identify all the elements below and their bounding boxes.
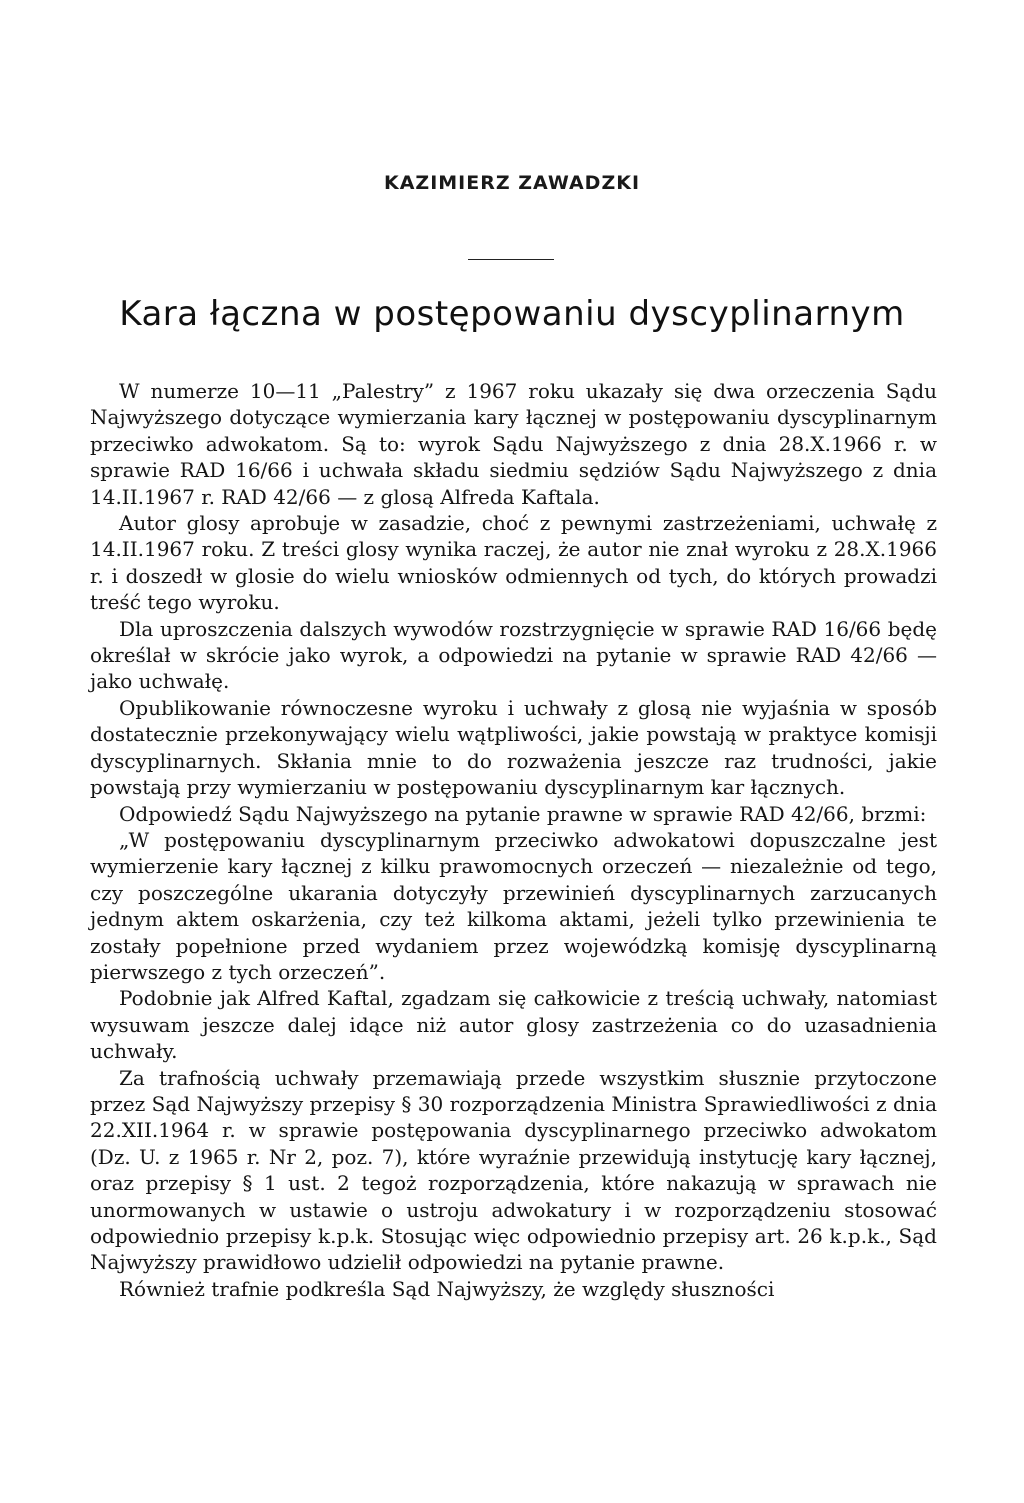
paragraph: Opublikowanie równoczesne wyroku i uchwały z glosą nie wyjaśnia w sposób dostatecznie przekonywający wielu wątpliwości, jakie powstają w praktyce komisji dyscyplinarnych. Skłania mnie to do rozważenia jeszcze raz trudności, jakie powstają przy wymierzaniu w postępowaniu dyscyplinarnym kar łącznych. (90, 695, 937, 800)
paragraph: Autor glosy aprobuje w zasadzie, choć z pewnymi zastrzeżeniami, uchwałę z 14.II.1967 roku. Z treści glosy wynika raczej, że autor nie znał wyroku z 28.X.1966 r. i doszedł w glosie do wielu wniosków odmiennych od tych, do których prowadzi treść tego wyroku. (90, 511, 937, 615)
quoted-resolution: „W postępowaniu dyscyplinarnym przeciwko adwokatowi dopuszczalne jest wymierzenie kary łącznej z kilku prawomocnych orzeczeń — niezależnie od tego, czy poszczególne ukarania dotyczyły przewinień dyscyplinarnych zarzucanych jednym aktem oskarżenia, czy też kilkoma aktami, jeżeli tylko przewinienia te zostały popełnione przed wydaniem przez wojewódzką komisję dyscyplinarną pierwszego z tych orzeczeń”. (90, 827, 937, 984)
title-divider (468, 259, 554, 260)
paragraph: Odpowiedź Sądu Najwyższego na pytanie prawne w sprawie RAD 42/66, brzmi: (119, 801, 927, 826)
author-name: KAZIMIERZ ZAWADZKI (383, 172, 641, 194)
paragraph: Również trafnie podkreśla Sąd Najwyższy, że względy słuszności (119, 1276, 775, 1301)
paragraph: W numerze 10—11 „Palestry” z 1967 roku ukazały się dwa orzeczenia Sądu Najwyższego dotyczące wymierzania kary łącznej w postępowaniu dyscyplinarnym przeciwko adwokatom. Są to: wyrok Sądu Najwyższego z dnia 28.X.1966 r. w sprawie RAD 16/66 i uchwała składu siedmiu sędziów Sądu Najwyższego z dnia 14.II.1967 r. RAD 42/66 — z glosą Alfreda Kaftala. (90, 379, 937, 509)
paragraph: Za trafnością uchwały przemawiają przede wszystkim słusznie przytoczone przez Sąd Najwyższy przepisy § 30 rozporządzenia Ministra Sprawiedliwości z dnia 22.XII.1964 r. w sprawie postępowania dyscyplinarnego przeciwko adwokatom (Dz. U. z 1965 r. Nr 2, poz. 7), które wyraźnie przewidują instytucję kary łącznej, oraz przepisy § 1 ust. 2 tegoż rozporządzenia, które nakazują w sprawach nie unormowanych w ustawie o ustroju adwokatury i w rozporządzeniu stosować odpowiednio przepisy k.p.k. Stosując więc odpowiednio przepisy art. 26 k.p.k., Sąd Najwyższy prawidłowo udzielił odpowiedzi na pytanie prawne. (90, 1065, 937, 1275)
paragraph: Podobnie jak Alfred Kaftal, zgadzam się całkowicie z treścią uchwały, natomiast wysuwam jeszcze dalej idące niż autor glosy zastrzeżenia co do uzasadnienia uchwały. (90, 986, 937, 1064)
paragraph: Dla uproszczenia dalszych wywodów rozstrzygnięcie w sprawie RAD 16/66 będę określał w skrócie jako wyrok, a odpowiedzi na pytanie w sprawie RAD 42/66 — jako uchwałę. (90, 616, 937, 694)
article-title: Kara łączna w postępowaniu dyscyplinarnym (119, 294, 905, 334)
article-body (90, 378, 937, 1302)
